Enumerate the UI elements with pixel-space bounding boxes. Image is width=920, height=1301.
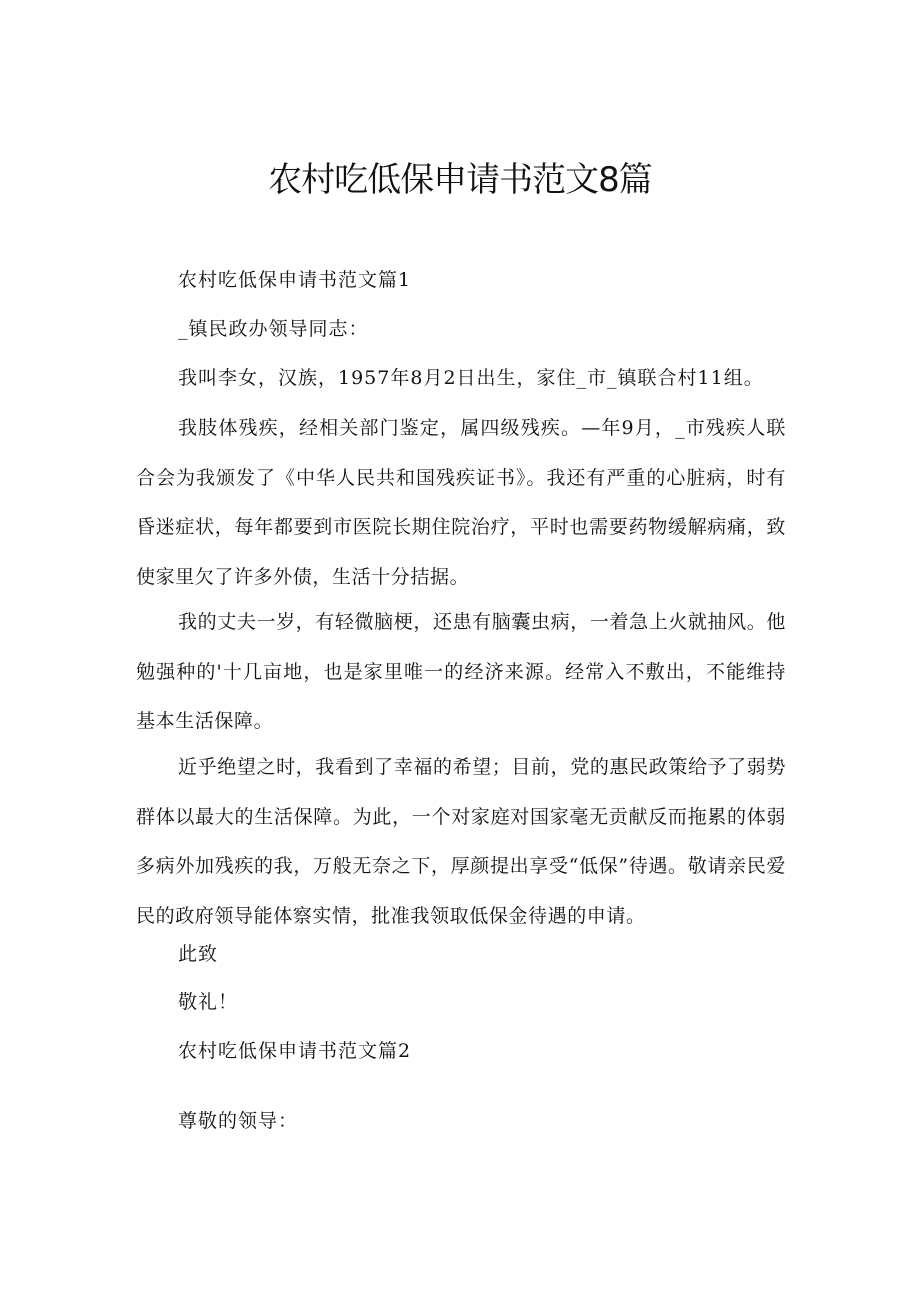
paragraph-2: 我肢体残疾，经相关部门鉴定，属四级残疾。—年9月，_市残疾人联合会为我颁发了《中华人民共和国残疾证书》。我还有严重的心脏病，时有昏迷症状，每年都要到市医院长期住院治疗，平时也需要药物缓解病痛，致使家里欠了许多外债，生活十分拮据。 — [136, 417, 786, 588]
section-1-heading: 农村吃低保申请书范文篇1 — [178, 269, 412, 291]
paragraph-1: 我叫李女，汉族，1957年8月2日出生，家住_市_镇联合村11组。 — [178, 367, 764, 389]
section-2-heading: 农村吃低保申请书范文篇2 — [178, 1040, 412, 1062]
paragraph-3: 我的丈夫一岁，有轻微脑梗，还患有脑囊虫病，一着急上火就抽风。他勉强种的'十几亩地，也是家里唯一的经济来源。经常入不敷出，不能维持基本生活保障。 — [136, 611, 786, 732]
document-title: 农村吃低保申请书范文8篇 — [268, 160, 652, 200]
section-1-salutation: _镇民政办领导同志： — [178, 318, 369, 340]
section-2-salutation: 尊敬的领导： — [178, 1110, 299, 1132]
paragraph-4: 近乎绝望之时，我看到了幸福的希望；目前，党的惠民政策给予了弱势群体以最大的生活保障。为此，一个对家庭对国家毫无贡献反而拖累的体弱多病外加残疾的我，万般无奈之下，厚颜提出享受“低保”待遇。敬请亲民爱民的政府领导能体察实情，批准我领取低保金待遇的申请。 — [136, 756, 786, 927]
closing-jingli: 敬礼！ — [178, 991, 239, 1013]
closing-cizhi: 此致 — [178, 943, 219, 965]
